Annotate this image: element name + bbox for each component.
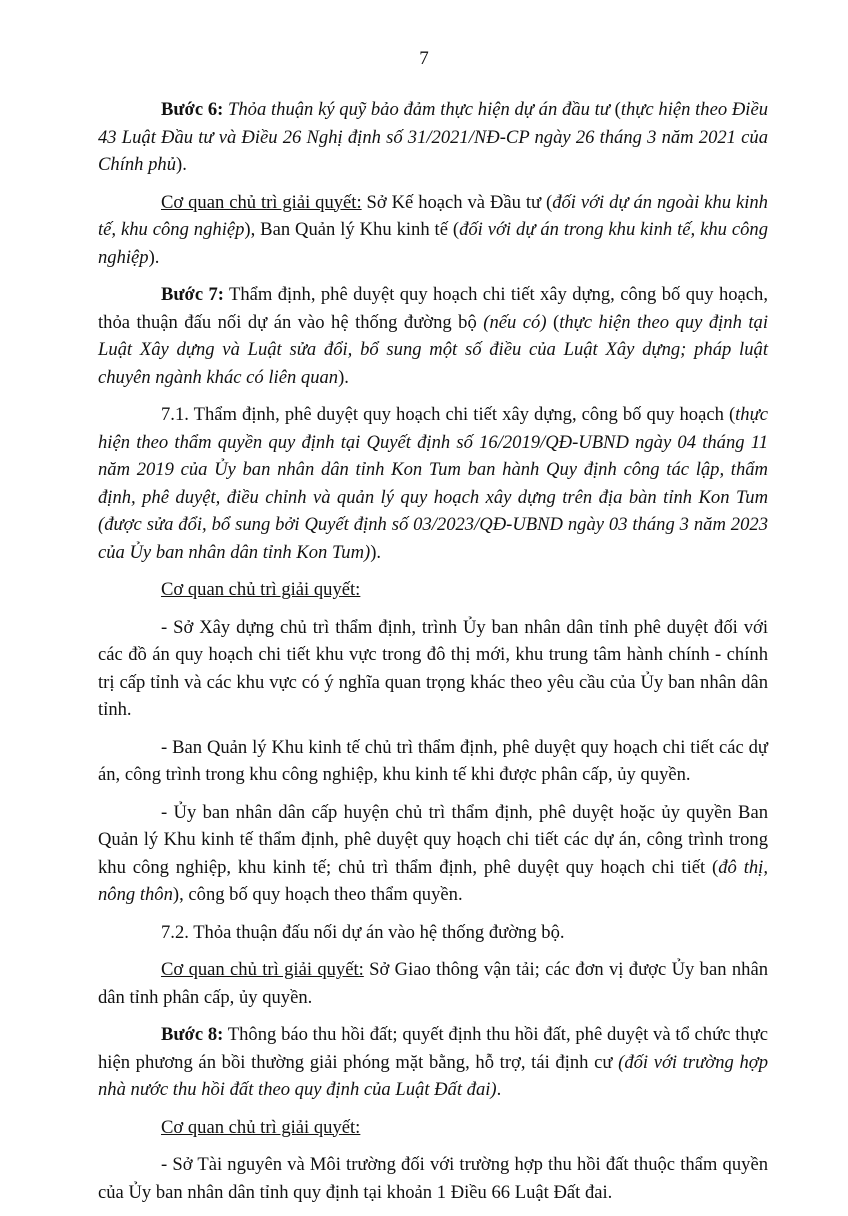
step-7-reference: thực hiện theo quy định tại Luật Xây dựng và Luật sửa đổi, bổ sung một số điều của Luật Xây dựng; pháp luật chuyên ngành khác có liên quan [98, 311, 768, 388]
step-6-close: ). [176, 154, 187, 175]
step-7-paragraph [98, 281, 768, 391]
agency-text: ), Ban Quản lý Khu kinh tế ( [244, 219, 460, 240]
agency-label: Cơ quan chủ trì giải quyết: [161, 579, 361, 600]
document-body [98, 96, 768, 1216]
step-6-title: Thỏa thuận ký quỹ bảo đảm thực hiện dự án đầu tư [223, 99, 610, 120]
step-7-text: ). [338, 366, 349, 388]
section-7-1-paragraph [98, 401, 768, 566]
step-8-agency-heading [98, 1114, 768, 1142]
step-7-label: Bước 7: [161, 284, 224, 305]
agency-label: Cơ quan chủ trì giải quyết: [161, 1116, 361, 1138]
step-8-note: (đối với trường hợp nhà nước thu hồi đất theo quy định của Luật Đất đai) [98, 1051, 768, 1100]
bullet-note: đô thị, nông thôn [98, 856, 768, 905]
agency-note: đối với dự án ngoài khu kinh tế, khu công nghiệp [98, 191, 768, 240]
section-7-1-text: ). [370, 541, 382, 563]
step-8-text: Thông báo thu hồi đất; quyết định thu hồi đất, phê duyệt và tổ chức thực hiện phương án bồi thường giải phóng mặt bằng, hỗ trợ, tái định cư [98, 1024, 768, 1073]
agency-text: ). [148, 246, 160, 268]
step-6-reference: thực hiện theo Điều 43 Luật Đầu tư và Điều 26 Nghị định số 31/2021/NĐ-CP ngày 26 tháng 3 năm 2021 của Chính phủ [98, 99, 769, 175]
step-7-agency-heading [98, 576, 768, 604]
step-7-text: Thẩm định, phê duyệt quy hoạch chi tiết xây dựng, công bố quy hoạch, thỏa thuận đấu nối dự án vào hệ thống đường bộ [98, 284, 768, 333]
section-7-1-reference: thực hiện theo thẩm quyền quy định tại Quyết định số 16/2019/QĐ-UBND ngày 04 tháng 11 năm 2019 của Ủy ban nhân dân tỉnh Kon Tum ban hành Quy định công tác lập, thẩm định, phê duyệt, điều chỉnh và quản lý quy hoạch xây dựng trên địa bàn tỉnh Kon Tum (được sửa đổi, bổ sung bởi Quyết định số 03/2023/QĐ-UBND ngày 03 tháng 3 năm 2023 của Ủy ban nhân dân tỉnh Kon Tum) [98, 404, 768, 563]
bullet-item [98, 799, 768, 909]
step-8-label: Bước 8: [161, 1024, 224, 1045]
agency-text: Sở Kế hoạch và Đầu tư ( [361, 191, 553, 213]
agency-label: Cơ quan chủ trì giải quyết: [161, 191, 362, 213]
step-6-agency-paragraph [98, 189, 768, 272]
page-number: 7 [419, 48, 429, 69]
step-7-note: (nếu có) [483, 311, 547, 333]
step-6-open: ( [609, 99, 621, 120]
agency-label: Cơ quan chủ trì giải quyết: [161, 959, 364, 980]
section-7-1-text: 7.1. Thẩm định, phê duyệt quy hoạch chi tiết xây dựng, công bố quy hoạch ( [161, 404, 736, 425]
agency-note: đối với dự án trong khu kinh tế, khu công nghiệp [98, 219, 768, 268]
bullet-item: - Sở Xây dựng chủ trì thẩm định, trình Ủy ban nhân dân tỉnh phê duyệt đối với các đồ án quy hoạch chi tiết khu vực trong đô thị mới, khu trung tâm hành chính - chính trị cấp tỉnh và các khu vực có ý nghĩa quan trọng khác theo yêu cầu của Ủy ban nhân dân tỉnh. [98, 616, 768, 720]
bullet-item: - Sở Tài nguyên và Môi trường đối với trường hợp thu hồi đất thuộc thẩm quyền của Ủy ban nhân dân tỉnh quy định tại khoản 1 Điều 66 Luật Đất đai. [98, 1154, 768, 1203]
step-6-label: Bước 6: [161, 99, 224, 120]
agency-text: Sở Giao thông vận tải; các đơn vị được Ủy ban nhân dân tỉnh phân cấp, ủy quyền. [98, 959, 768, 1008]
step-7-text: ( [546, 311, 560, 333]
bullet-item: - Ban Quản lý Khu kinh tế chủ trì thẩm định, phê duyệt quy hoạch chi tiết các dự án, công trình trong khu công nghiệp, khu kinh tế khi được phân cấp, ủy quyền. [98, 736, 768, 785]
step-8-paragraph [98, 1021, 768, 1104]
step-8-text: . [496, 1079, 502, 1100]
bullet-text: ), công bố quy hoạch theo thẩm quyền. [172, 884, 463, 905]
section-7-2-agency-paragraph [98, 956, 768, 1011]
section-7-2-paragraph: 7.2. Thỏa thuận đấu nối dự án vào hệ thống đường bộ. [161, 921, 565, 943]
bullet-text: - Ủy ban nhân dân cấp huyện chủ trì thẩm định, phê duyệt hoặc ủy quyền Ban Quản lý Khu kinh tế thẩm định, phê duyệt quy hoạch chi tiết các dự án, công trình trong khu công nghiệp, khu kinh tế; chủ trì thẩm định, phê duyệt quy hoạch chi tiết ( [98, 801, 768, 878]
step-6-paragraph [98, 96, 768, 179]
